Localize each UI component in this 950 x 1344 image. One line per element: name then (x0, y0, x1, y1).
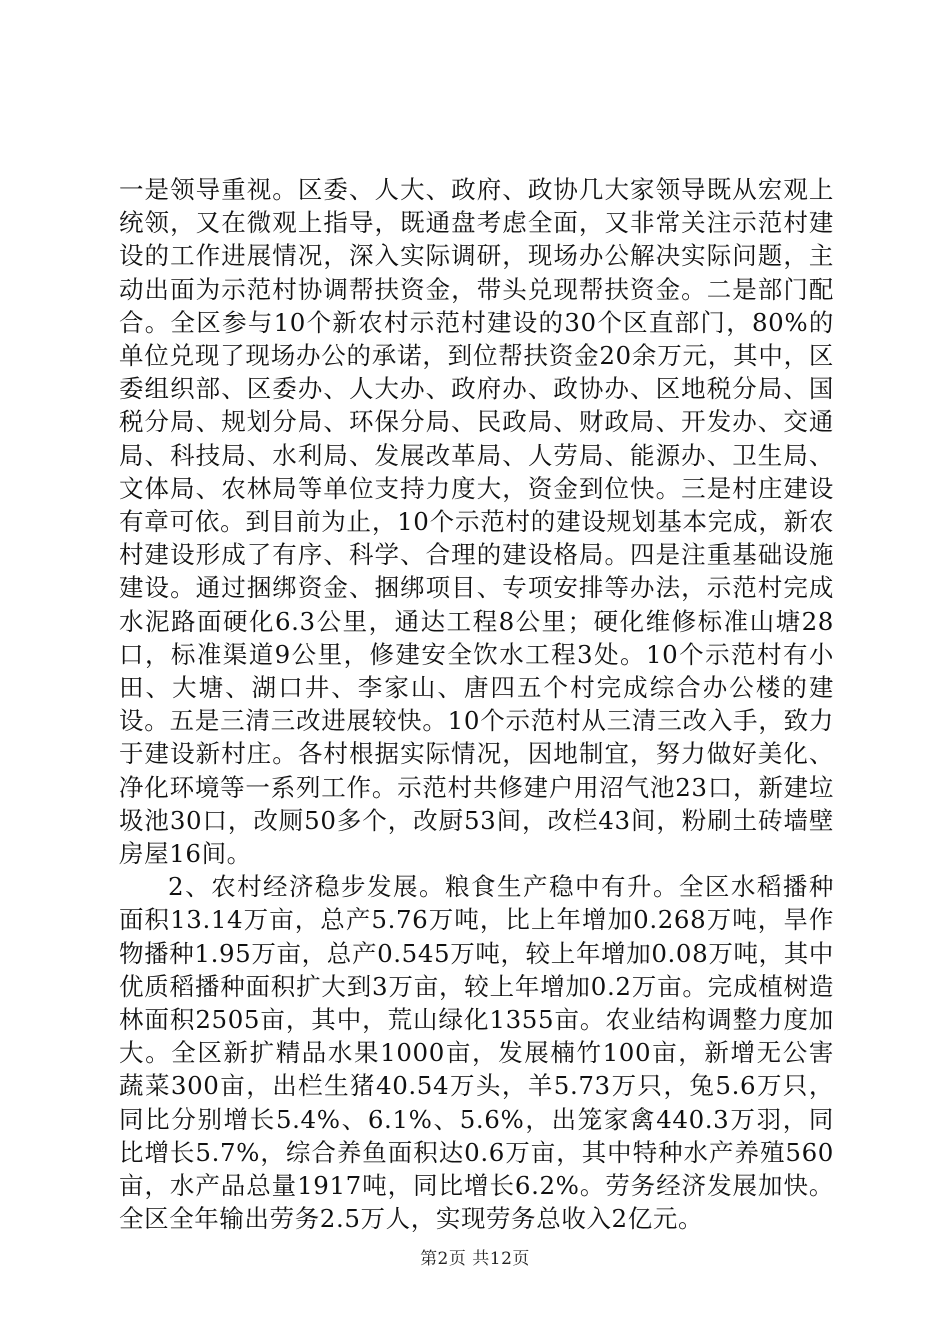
page-number: 第2页 共12页 (420, 1249, 530, 1269)
paragraph-leadership-measures: 一是领导重视。区委、人大、政府、政协几大家领导既从宏观上统领，又在微观上指导，既通盘考虑全面，又非常关注示范村建设的工作进展情况，深入实际调研，现场办公解决实际问题，主动出面为示范村协调帮扶资金，带头兑现帮扶资金。二是部门配合。全区参与10个新农村示范村建设的30个区直部门，80%的单位兑现了现场办公的承诺，到位帮扶资金20余万元，其中，区委组织部、区委办、人大办、政府办、政协办、区地税分局、国税分局、规划分局、环保分局、民政局、财政局、开发办、交通局、科技局、水利局、发展改革局、人劳局、能源办、卫生局、文体局、农林局等单位支持力度大，资金到位快。三是村庄建设有章可依。到目前为止，10个示范村的建设规划基本完成，新农村建设形成了有序、科学、合理的建设格局。四是注重基础设施建设。通过捆绑资金、捆绑项目、专项安排等办法，示范村完成水泥路面硬化6.3公里，通达工程8公里；硬化维修标准山塘28口，标准渠道9公里，修建安全饮水工程3处。10个示范村有小田、大塘、湖口井、李家山、唐四五个村完成综合办公楼的建设。五是三清三改进展较快。10个示范村从三清三改入手，致力于建设新村庄。各村根据实际情况，因地制宜，努力做好美化、净化环境等一系列工作。示范村共修建户用沼气池23口，新建垃圾池30口，改厕50多个，改厨53间，改栏43间，粉刷土砖墙壁房屋16间。 (119, 175, 834, 869)
paragraph-rural-economy: 2、农村经济稳步发展。粮食生产稳中有升。全区水稻播种面积13.14万亩，总产5.76万吨，比上年增加0.268万吨，旱作物播种1.95万亩，总产0.545万吨，较上年增加0.08万吨，其中优质稻播种面积扩大到3万亩，较上年增加0.2万亩。完成植树造林面积2505亩，其中，荒山绿化1355亩。农业结构调整力度加大。全区新扩精品水果1000亩，发展楠竹100亩，新增无公害蔬菜300亩，出栏生猪40.54万头，羊5.73万只，兔5.6万只，同比分别增长5.4%、6.1%、5.6%，出笼家禽440.3万羽，同比增长5.7%，综合养鱼面积达0.6万亩，其中特种水产养殖560亩，水产品总量1917吨，同比增长6.2%。劳务经济发展加快。全区全年输出劳务2.5万人，实现劳务总收入2亿元。 (119, 872, 834, 1234)
page-footer (0, 1244, 950, 1269)
body-text (119, 173, 834, 1236)
